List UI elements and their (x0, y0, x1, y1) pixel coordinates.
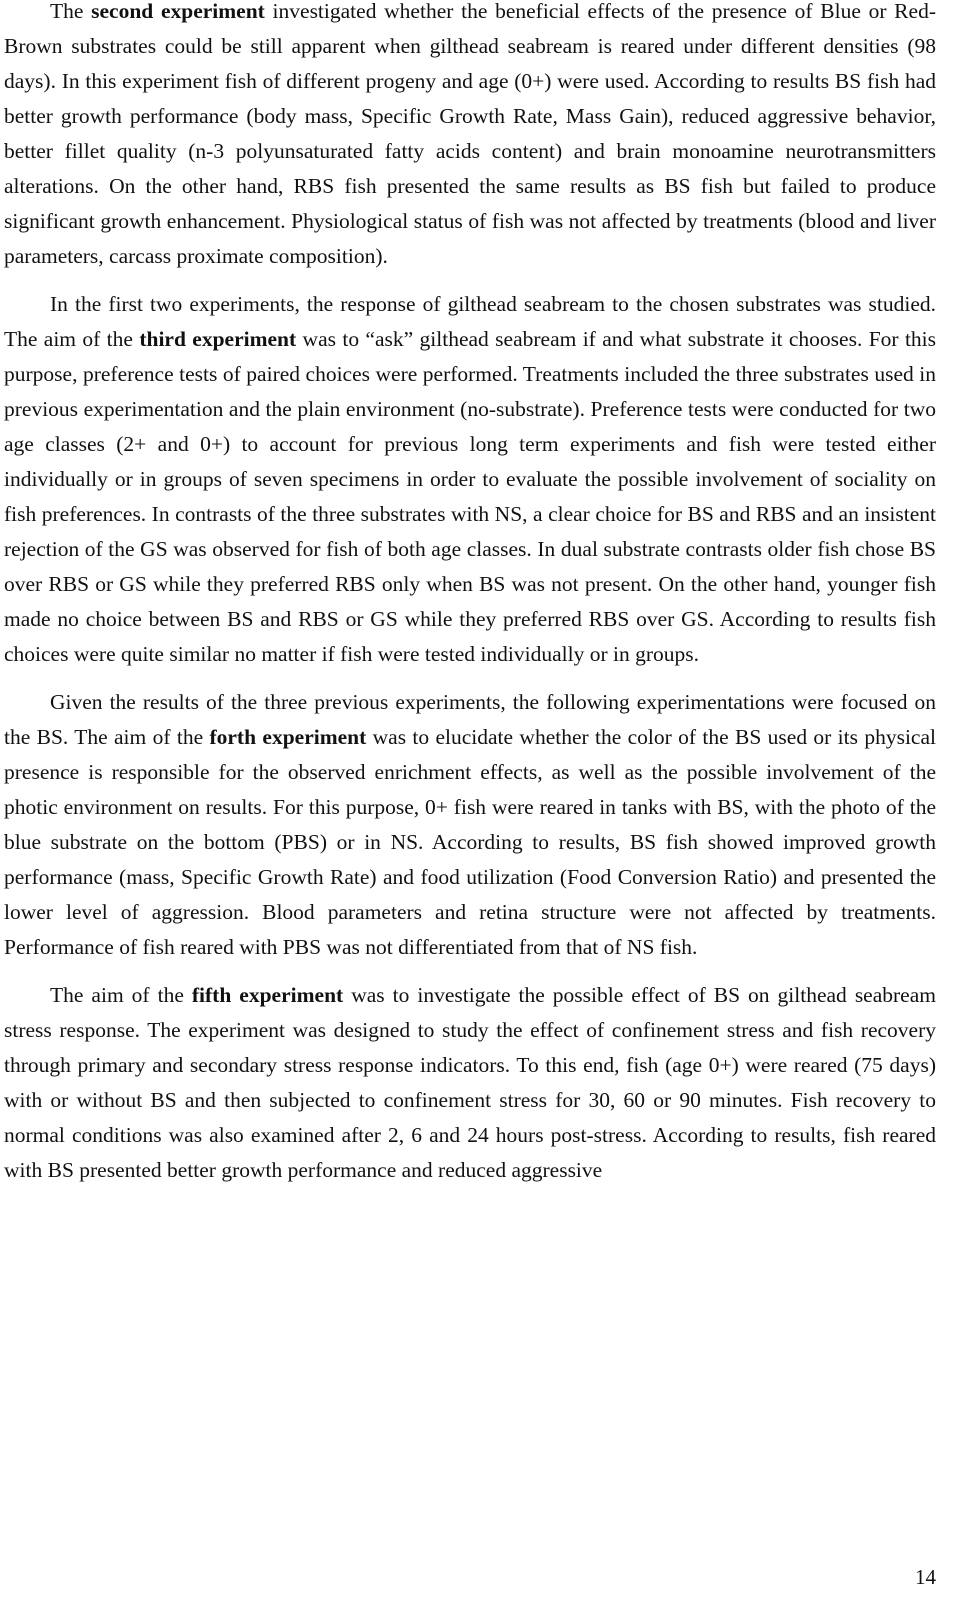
page-number: 14 (915, 1565, 936, 1589)
paragraph-text: was to “ask” gilthead seabream if and what substrate it chooses. For this purpose, preference tests of paired choices were performed. Treatments included the three substrates used in previous experimentation and the plain environment (no-substrate). Preference tests were conducted for two age classes (2+ and 0+) to account for previous long term experiments and fish were tested either individually or in groups of seven specimens in order to evaluate the possible involvement of sociality on fish preferences. In contrasts of the three substrates with NS, a clear choice for BS and RBS and an insistent rejection of the GS was observed for fish of both age classes. In dual substrate contrasts older fish chose BS over RBS or GS while they preferred RBS only when BS was not present. On the other hand, younger fish made no choice between BS and RBS or GS while they preferred RBS over GS. According to results fish choices were quite similar no matter if fish were tested individually or in groups. (4, 327, 937, 666)
paragraph-intro: In the first two experiments, the response of gilthead seabream to the chosen substrates was studied. The aim of the (4, 292, 936, 351)
experiment-heading: forth experiment (209, 725, 367, 749)
paragraph-fifth-experiment (4, 978, 936, 1188)
paragraph-second-experiment (4, 0, 936, 274)
paragraph-text: was to elucidate whether the color of the BS used or its physical presence is responsible for the observed enrichment effects, as well as the possible involvement of the photic environment on results. For this purpose, 0+ fish were reared in tanks with BS, with the photo of the blue substrate on the bottom (PBS) or in NS. According to results, BS fish showed improved growth performance (mass, Specific Growth Rate) and food utilization (Food Conversion Ratio) and presented the lower level of aggression. Blood parameters and retina structure were not affected by treatments. Performance of fish reared with PBS was not differentiated from that of NS fish. (4, 725, 936, 959)
paragraph-intro: The aim of the (50, 983, 192, 1007)
paragraph-intro: Given the results of the three previous experiments, the following experimentations were focused on the BS. The aim of the (4, 690, 936, 749)
experiment-heading: fifth experiment (191, 983, 344, 1007)
paragraph-text: investigated whether the beneficial effects of the presence of Blue or Red-Brown substrates could be still apparent when gilthead seabream is reared under different densities (98 days). In this experiment fish of different progeny and age (0+) were used. According to results BS fish had better growth performance (body mass, Specific Growth Rate, Mass Gain), reduced aggressive behavior, better fillet quality (n-3 polyunsaturated fatty acids content) and brain monoamine neurotransmitters alterations. On the other hand, RBS fish presented the same results as BS fish but failed to produce significant growth enhancement. Physiological status of fish was not affected by treatments (blood and liver parameters, carcass proximate composition). (4, 0, 936, 268)
experiment-heading: second experiment (91, 0, 265, 23)
paragraph-third-experiment (4, 287, 936, 672)
document-body (4, 0, 936, 1201)
paragraph-text: was to investigate the possible effect of BS on gilthead seabream stress response. The experiment was designed to study the effect of confinement stress and fish recovery through primary and secondary stress response indicators. To this end, fish (age 0+) were reared (75 days) with or without BS and then subjected to confinement stress for 30, 60 or 90 minutes. Fish recovery to normal conditions was also examined after 2, 6 and 24 hours post-stress. According to results, fish reared with BS presented better growth performance and reduced aggressive (4, 983, 936, 1182)
paragraph-intro: The (50, 0, 92, 23)
experiment-heading: third experiment (139, 327, 297, 351)
paragraph-forth-experiment (4, 685, 936, 965)
